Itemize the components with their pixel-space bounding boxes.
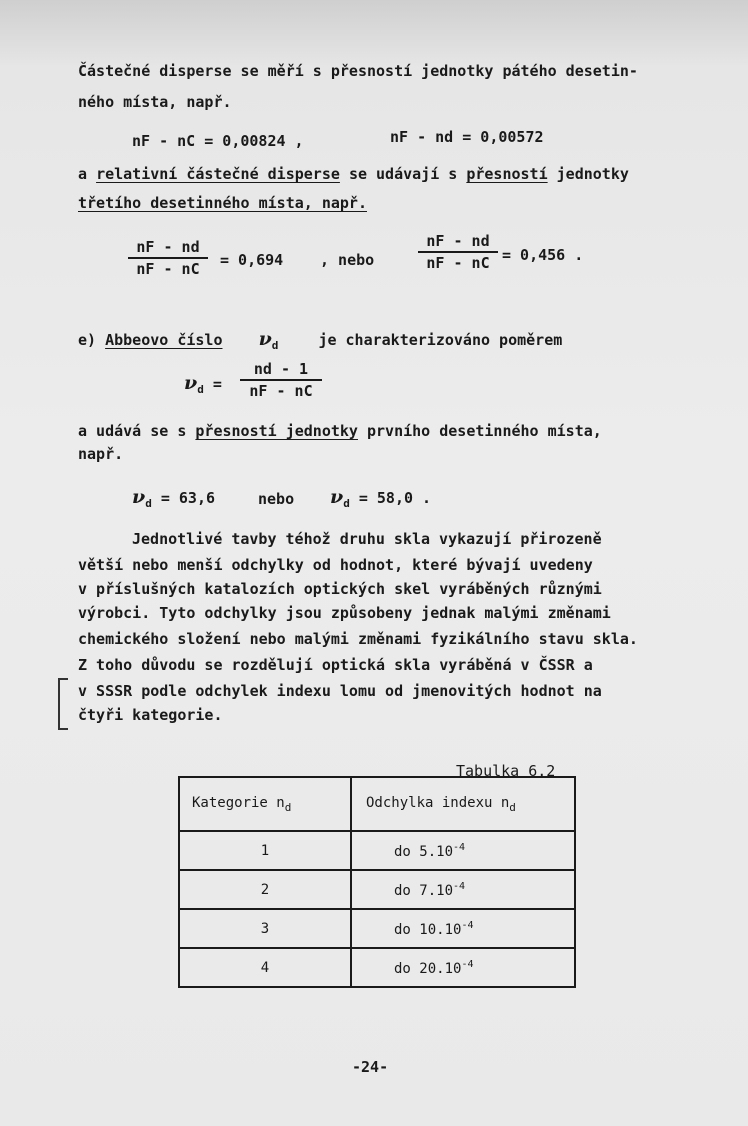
p2-c: jednotky bbox=[556, 165, 629, 183]
header-category-label: Kategorie n bbox=[192, 794, 285, 811]
example-3-a bbox=[132, 488, 215, 513]
p4-a: a udává se s bbox=[78, 422, 187, 440]
example-1-right: nF - nd = 0,00572 bbox=[390, 128, 544, 146]
paragraph-5-line-1: Jednotlivé tavby téhož druhu skla vykazují přirozeně bbox=[132, 530, 602, 548]
deviation-value: do 5.10 bbox=[394, 843, 454, 860]
p2-underlined-precision: přesností bbox=[466, 165, 548, 183]
header-deviation bbox=[351, 777, 575, 831]
paragraph-3-line bbox=[78, 330, 562, 355]
deviation-value: do 10.10 bbox=[394, 921, 462, 938]
paragraph-5-line-5: chemického složení nebo malými změnami fyzikálního stavu skla. bbox=[78, 630, 638, 648]
header-category bbox=[179, 777, 351, 831]
header-deviation-label: Odchylka indexu n bbox=[366, 794, 510, 811]
abbe-symbol: ν bbox=[258, 328, 272, 350]
paragraph-5-line-7: v SSSR podle odchylek indexu lomu od jmenovitých hodnot na bbox=[78, 682, 602, 700]
header-deviation-sub: d bbox=[509, 800, 516, 814]
deviation-cell bbox=[351, 948, 575, 987]
category-cell: 3 bbox=[179, 909, 351, 948]
fraction-2-numerator: nF - nd bbox=[426, 232, 490, 250]
example-2-value-1: = 0,694 bbox=[220, 251, 284, 269]
deviation-exponent: -4 bbox=[453, 841, 466, 853]
fraction-1-numerator: nF - nd bbox=[136, 238, 200, 256]
p2-b: se udávají s bbox=[348, 165, 458, 183]
paragraph-4-line-1 bbox=[78, 422, 602, 440]
fraction-1-denominator: nF - nC bbox=[136, 260, 200, 278]
example-3-a-value: = 63,6 bbox=[160, 489, 216, 507]
formula-numerator: nd - 1 bbox=[253, 360, 309, 378]
abbe-symbol-sub: d bbox=[271, 339, 279, 352]
formula-lhs bbox=[184, 374, 222, 399]
table-row bbox=[179, 870, 575, 909]
header-category-sub: d bbox=[284, 800, 292, 814]
categories-table bbox=[178, 776, 576, 988]
example-3-a-sub: d bbox=[145, 497, 152, 510]
example-3-b-symbol: ν bbox=[330, 486, 344, 508]
category-cell: 1 bbox=[179, 831, 351, 870]
deviation-cell bbox=[351, 909, 575, 948]
example-2-fraction-1 bbox=[128, 238, 208, 278]
example-3-b-value: = 58,0 . bbox=[358, 489, 432, 507]
formula-nu-symbol: ν bbox=[184, 372, 198, 394]
formula-nu-sub: d bbox=[197, 383, 204, 396]
paragraph-1-line-1: Částečné disperse se měří s přesností jednotky pátého desetin- bbox=[78, 62, 638, 80]
formula-denominator: nF - nC bbox=[249, 382, 313, 400]
formula-equals: = bbox=[212, 375, 222, 393]
paragraph-5-line-4: výrobci. Tyto odchylky jsou způsobeny jednak malými změnami bbox=[78, 604, 611, 622]
table-caption: Tabulka 6.2 bbox=[456, 762, 556, 780]
example-3-separator: nebo bbox=[258, 490, 295, 508]
p4-underlined: přesností jednotky bbox=[195, 422, 358, 440]
formula-bar bbox=[240, 379, 322, 381]
example-2-fraction-2 bbox=[418, 232, 498, 272]
table-row bbox=[179, 948, 575, 987]
section-marker: e) bbox=[78, 331, 97, 349]
paragraph-5-line-6: Z toho důvodu se rozdělují optická skla vyráběná v ČSSR a bbox=[78, 656, 593, 674]
example-3-a-symbol: ν bbox=[132, 486, 146, 508]
fraction-1-bar bbox=[128, 257, 208, 259]
table-row bbox=[179, 909, 575, 948]
section-description: je charakterizováno poměrem bbox=[318, 331, 563, 349]
deviation-cell bbox=[351, 870, 575, 909]
table-row bbox=[179, 831, 575, 870]
paragraph-2-line-2: třetího desetinného místa, např. bbox=[78, 194, 367, 212]
page-number: -24- bbox=[352, 1058, 389, 1076]
example-2-value-2: = 0,456 . bbox=[502, 246, 584, 264]
paragraph-5-line-3: v příslušných katalozích optických skel vyráběných různými bbox=[78, 580, 602, 598]
section-title: Abbeovo číslo bbox=[105, 331, 223, 349]
fraction-2-bar bbox=[418, 251, 498, 253]
paragraph-2-line-1 bbox=[78, 165, 629, 183]
paragraph-5-line-2: větší nebo menší odchylky od hodnot, které bývají uvedeny bbox=[78, 556, 593, 574]
deviation-exponent: -4 bbox=[461, 958, 474, 970]
formula-fraction bbox=[240, 360, 322, 400]
deviation-exponent: -4 bbox=[461, 919, 474, 931]
category-cell: 2 bbox=[179, 870, 351, 909]
example-2-separator: , nebo bbox=[320, 251, 375, 269]
p2-underlined-term: relativní částečné disperse bbox=[96, 165, 340, 183]
fraction-2-denominator: nF - nC bbox=[426, 254, 490, 272]
example-1-left: nF - nC = 0,00824 , bbox=[132, 132, 304, 150]
p2-a: a bbox=[78, 165, 88, 183]
example-3-b bbox=[330, 488, 431, 513]
margin-bracket-mark bbox=[58, 678, 68, 730]
deviation-value: do 20.10 bbox=[394, 960, 462, 977]
deviation-exponent: -4 bbox=[453, 880, 466, 892]
paragraph-1-line-2: ného místa, např. bbox=[78, 93, 232, 111]
deviation-value: do 7.10 bbox=[394, 882, 454, 899]
paragraph-4-line-2: např. bbox=[78, 445, 124, 463]
paragraph-5-line-8: čtyři kategorie. bbox=[78, 706, 223, 724]
example-3-b-sub: d bbox=[343, 497, 350, 510]
deviation-cell bbox=[351, 831, 575, 870]
category-cell: 4 bbox=[179, 948, 351, 987]
p4-b: prvního desetinného místa, bbox=[367, 422, 602, 440]
table-header-row bbox=[179, 777, 575, 831]
